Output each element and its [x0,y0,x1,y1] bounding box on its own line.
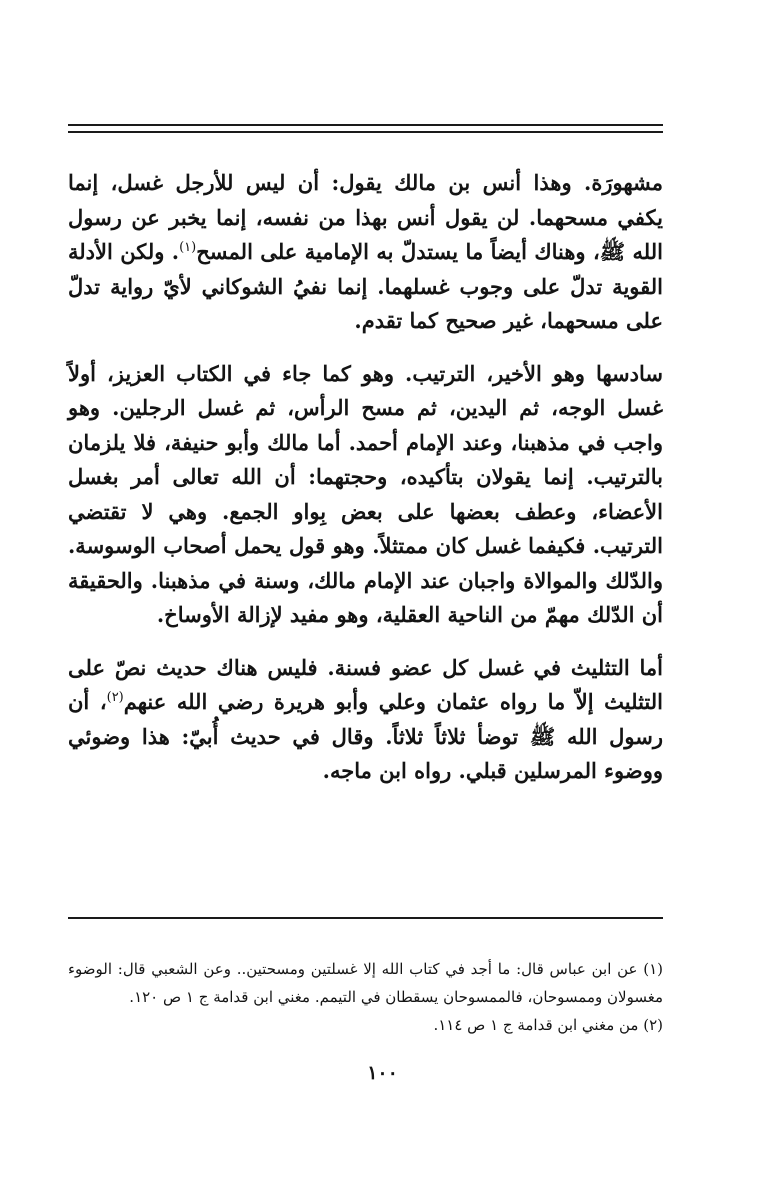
footnote-1: (١) عن ابن عباس قال: ما أجد في كتاب الله إلا غسلتين ومسحتين.. وعن الشعبي قال: الوضوء مغسولان وممسوحان، فالممسوحان يسقطان في التيمم. مغني ابن قدامة ج ١ ص ١٢٠. [68,960,663,1006]
paragraph-2-text: سادسها وهو الأخير، الترتيب. وهو كما جاء في الكتاب العزيز، أولاً غسل الوجه، ثم اليدين، ثم مسح الرأس، ثم غسل الرجلين. وهو واجب في مذهبنا، وعند الإمام أحمد. أما مالك وأبو حنيفة، فلا يلزمان بالترتيب. إنما يقولان بتأكيده، وحجتهما: أن الله تعالى أمر بغسل الأعضاء، وعطف بعضها على بعض بِواو الجمع. وهي لا تقتضي الترتيب. فكيفما غسل كان ممتثلاً. وهو قول يحمل أصحاب الوسوسة. والدّلك والموالاة واجبان عند الإمام مالك، وسنة في مذهبنا. والحقيقة أن الدّلك مهمّ من الناحية العقلية، وهو مفيد لإزالة الأوساخ. [68,360,663,627]
footnotes [68,955,663,1039]
paragraph-1-text: مشهورَة. وهذا أنس بن مالك يقول: أن ليس للأرجل غسل، إنما يكفي مسحهما. لن يقول أنس بهذا من نفسه، إنما يخبر عن رسول الله ﷺ، وهناك أيضاً ما يستدلّ به الإمامية على المسح [68,170,663,264]
header-rule-upper [68,124,663,126]
footnote-separator [68,917,663,919]
main-text [68,166,663,807]
paragraph-1: مشهورَة. وهذا أنس بن مالك يقول: أن ليس للأرجل غسل، إنما يكفي مسحهما. لن يقول أنس بهذا من نفسه، إنما يخبر عن رسول الله ﷺ، وهناك أيضاً ما يستدلّ به الإمامية على المسح$^{(١)}$. ولكن الأدلة القوية تدلّ على وجوب غسلهما. إنما نفيُ الشوكاني لأيّ رواية تدلّ على مسحهما، غير صحيح كما تقدم. [68,170,663,333]
footnote-2: (٢) من مغني ابن قدامة ج ١ ص ١١٤. [433,1016,663,1034]
paragraph-2 [68,357,663,633]
paragraph-3-cont-text: ، أن رسول الله ﷺ توضأ ثلاثاً ثلاثاً. وقال في حديث أُبيّ: هذا وضوئي ووضوء المرسلين قبلي. رواه ابن ماجه. [68,689,663,783]
page-number: ١٠٠ [367,1062,398,1084]
paragraph-1-cont-text: ولكن الأدلة القوية تدلّ على وجوب غسلهما. إنما نفيُ الشوكاني لأيّ رواية تدلّ على مسحهما، غير صحيح كما تقدم. [68,239,663,333]
footnote-ref-2: (٢) [106,690,124,705]
footnote-ref-1: (١) [179,240,197,255]
paragraph-3 [68,651,663,789]
paragraph-3-text: أما التثليث في غسل كل عضو فسنة. فليس هناك حديث نصّ على التثليث إلاّ ما رواه عثمان وعلي وأبو هريرة رضي الله عنهم [68,654,663,714]
header-rule-lower [68,131,663,133]
